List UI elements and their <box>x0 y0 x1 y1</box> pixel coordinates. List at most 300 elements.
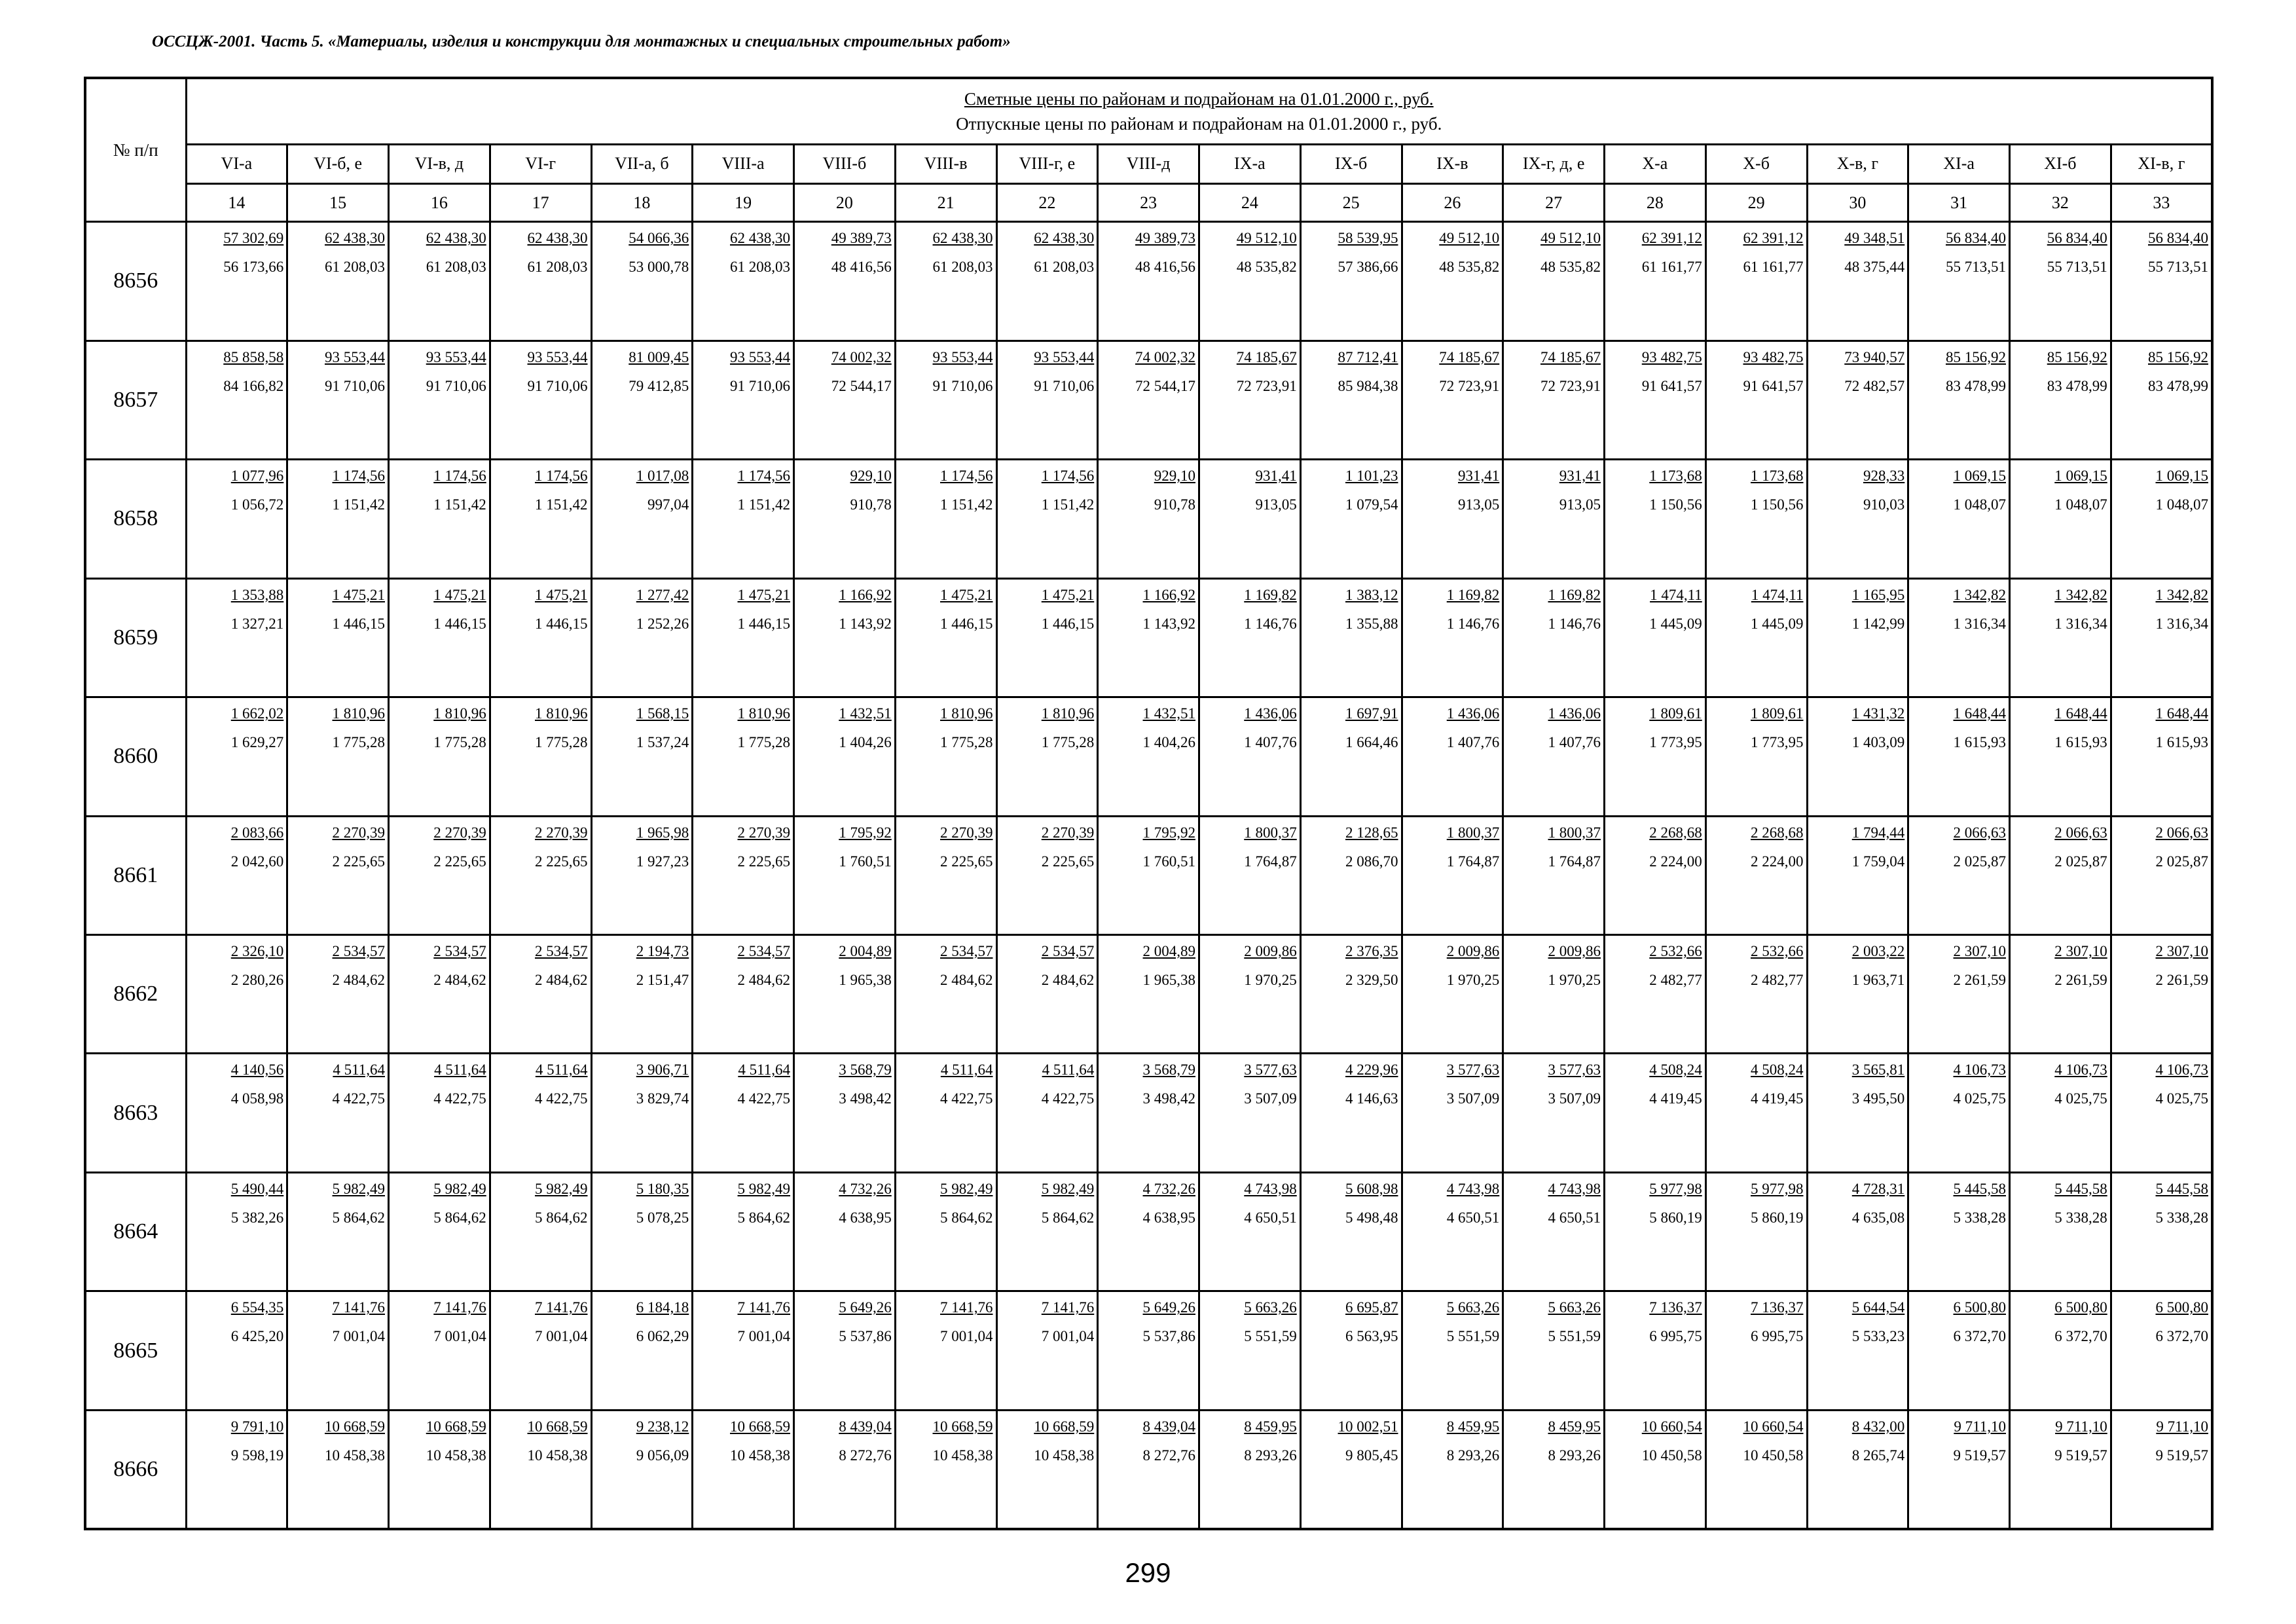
release-price: 61 161,77 <box>1641 259 1702 276</box>
column-number: 25 <box>1300 183 1402 221</box>
price-cell <box>1705 1172 1807 1291</box>
estimate-price: 1 069,15 <box>2155 468 2208 485</box>
price-cell <box>2111 1410 2212 1529</box>
price-cell <box>1705 460 1807 578</box>
price-cell <box>186 697 287 816</box>
estimate-price: 62 438,30 <box>932 230 993 247</box>
estimate-price: 3 906,71 <box>636 1061 689 1079</box>
estimate-price: 93 553,44 <box>932 348 993 365</box>
estimate-price: 56 834,40 <box>1946 230 2006 247</box>
release-price: 3 498,42 <box>1142 1090 1195 1107</box>
price-cell <box>1605 222 1706 341</box>
column-number-row <box>85 183 2212 221</box>
estimate-price: 5 644,54 <box>1851 1299 1905 1316</box>
release-price: 2 280,26 <box>230 971 284 988</box>
release-price: 2 484,62 <box>737 971 790 988</box>
release-price: 2 484,62 <box>433 971 486 988</box>
price-cell <box>2111 460 2212 578</box>
release-price: 1 773,95 <box>1649 734 1702 751</box>
price-cell <box>1605 578 1706 697</box>
release-price: 6 062,29 <box>636 1328 689 1345</box>
price-cell <box>1908 460 2010 578</box>
price-cell <box>1402 1410 1503 1529</box>
price-cell <box>996 222 1098 341</box>
release-price: 4 638,95 <box>839 1209 892 1226</box>
price-cell <box>591 222 693 341</box>
estimate-price: 1 965,98 <box>636 824 689 841</box>
price-cell <box>1098 1054 1199 1172</box>
estimate-price: 1 431,32 <box>1851 705 1905 722</box>
release-price: 4 650,51 <box>1548 1209 1601 1226</box>
estimate-price: 3 568,79 <box>839 1061 892 1079</box>
release-price: 1 404,26 <box>839 734 892 751</box>
estimate-price: 5 663,26 <box>1244 1299 1297 1316</box>
table-row <box>85 1291 2212 1410</box>
release-price: 10 450,58 <box>1641 1447 1702 1464</box>
price-cell <box>1908 1410 2010 1529</box>
price-cell <box>794 697 896 816</box>
estimate-price: 6 500,80 <box>2155 1299 2208 1316</box>
item-code: 8657 <box>85 341 186 459</box>
estimate-price: 2 004,89 <box>839 942 892 959</box>
estimate-price: 1 648,44 <box>2155 705 2208 722</box>
release-price: 1 615,93 <box>2155 734 2208 751</box>
release-price: 1 056,72 <box>230 496 284 513</box>
release-price: 2 261,59 <box>2155 971 2208 988</box>
estimate-price: 2 534,57 <box>1041 942 1095 959</box>
estimate-price: 1 800,37 <box>1244 824 1297 841</box>
estimate-price: 4 743,98 <box>1244 1180 1297 1197</box>
price-cell <box>2010 697 2111 816</box>
release-price: 1 146,76 <box>1446 615 1500 632</box>
estimate-price: 56 834,40 <box>2047 230 2107 247</box>
price-cell <box>1199 578 1301 697</box>
release-price: 1 629,27 <box>230 734 284 751</box>
release-price: 7 001,04 <box>737 1328 790 1345</box>
district-header: VIII-г, е <box>996 144 1098 183</box>
release-price: 1 963,71 <box>1851 971 1905 988</box>
release-price: 5 338,28 <box>2054 1209 2107 1226</box>
release-price: 6 995,75 <box>1751 1328 1804 1345</box>
release-price: 10 458,38 <box>426 1447 486 1464</box>
price-cell <box>1807 1054 1908 1172</box>
price-cell <box>1605 1410 1706 1529</box>
estimate-price: 1 174,56 <box>535 468 588 485</box>
release-price: 5 860,19 <box>1751 1209 1804 1226</box>
release-price: 2 225,65 <box>332 853 385 870</box>
release-price: 79 412,85 <box>629 377 689 394</box>
price-cell <box>996 816 1098 934</box>
estimate-price: 4 732,26 <box>839 1180 892 1197</box>
price-cell <box>693 341 794 459</box>
column-number: 20 <box>794 183 896 221</box>
item-code: 8666 <box>85 1410 186 1529</box>
release-price: 2 224,00 <box>1751 853 1804 870</box>
number-column-header: № п/п <box>85 78 186 222</box>
release-price: 5 537,86 <box>839 1328 892 1345</box>
item-code: 8656 <box>85 222 186 341</box>
price-cell <box>693 460 794 578</box>
estimate-price: 2 307,10 <box>2155 942 2208 959</box>
release-price: 7 001,04 <box>433 1328 486 1345</box>
estimate-price: 1 436,06 <box>1446 705 1500 722</box>
estimate-price: 2 004,89 <box>1142 942 1195 959</box>
release-price: 91 641,57 <box>1743 377 1804 394</box>
release-price: 1 151,42 <box>433 496 486 513</box>
estimate-price: 2 534,57 <box>535 942 588 959</box>
estimate-price: 6 554,35 <box>230 1299 284 1316</box>
price-cell <box>1503 578 1605 697</box>
release-price: 9 056,09 <box>636 1447 689 1464</box>
estimate-price: 8 459,95 <box>1446 1418 1500 1435</box>
estimate-price: 1 809,61 <box>1751 705 1804 722</box>
district-header: VI-в, д <box>389 144 490 183</box>
price-cell <box>794 578 896 697</box>
release-price: 5 551,59 <box>1244 1328 1297 1345</box>
release-price: 1 775,28 <box>737 734 790 751</box>
release-price: 3 829,74 <box>636 1090 689 1107</box>
item-code: 8661 <box>85 816 186 934</box>
price-cell <box>895 1054 996 1172</box>
estimate-price: 1 800,37 <box>1548 824 1601 841</box>
estimate-price: 1 173,68 <box>1649 468 1702 485</box>
price-cell <box>186 934 287 1053</box>
price-cell <box>1098 460 1199 578</box>
release-price: 6 563,95 <box>1345 1328 1398 1345</box>
estimate-price: 6 184,18 <box>636 1299 689 1316</box>
estimate-price: 2 532,66 <box>1751 942 1804 959</box>
release-price: 5 551,59 <box>1548 1328 1601 1345</box>
estimate-price: 2 270,39 <box>433 824 486 841</box>
release-price: 1 143,92 <box>1142 615 1195 632</box>
price-cell <box>1503 816 1605 934</box>
price-cell <box>1402 1054 1503 1172</box>
release-price: 4 422,75 <box>433 1090 486 1107</box>
estimate-price: 5 982,49 <box>1041 1180 1095 1197</box>
release-price: 1 048,07 <box>2054 496 2107 513</box>
release-price: 2 484,62 <box>332 971 385 988</box>
price-cell <box>1098 341 1199 459</box>
district-header: VI-б, е <box>287 144 389 183</box>
price-cell <box>186 222 287 341</box>
price-cell <box>895 816 996 934</box>
price-cell <box>186 1291 287 1410</box>
price-cell <box>490 341 591 459</box>
estimate-price: 1 432,51 <box>1142 705 1195 722</box>
price-cell <box>1807 816 1908 934</box>
estimate-price: 93 553,44 <box>730 348 790 365</box>
price-cell <box>1908 1054 2010 1172</box>
release-price: 1 446,15 <box>535 615 588 632</box>
price-cell <box>1705 341 1807 459</box>
price-cell <box>794 222 896 341</box>
estimate-price: 1 794,44 <box>1851 824 1905 841</box>
estimate-price: 93 553,44 <box>1034 348 1095 365</box>
price-cell <box>895 697 996 816</box>
estimate-price: 62 438,30 <box>730 230 790 247</box>
release-price: 2 151,47 <box>636 971 689 988</box>
estimate-price: 1 174,56 <box>1041 468 1095 485</box>
release-price: 1 151,42 <box>332 496 385 513</box>
price-cell <box>1300 1410 1402 1529</box>
estimate-price: 1 810,96 <box>737 705 790 722</box>
release-price: 1 150,56 <box>1649 496 1702 513</box>
price-cell <box>693 222 794 341</box>
item-code: 8665 <box>85 1291 186 1410</box>
estimate-price: 4 728,31 <box>1851 1180 1905 1197</box>
estimate-price: 2 066,63 <box>2054 824 2107 841</box>
estimate-price: 2 003,22 <box>1851 942 1905 959</box>
release-price: 61 208,03 <box>932 259 993 276</box>
district-header: X-в, г <box>1807 144 1908 183</box>
release-price: 61 208,03 <box>426 259 486 276</box>
estimate-price: 5 663,26 <box>1446 1299 1500 1316</box>
price-cell <box>1300 341 1402 459</box>
estimate-price: 931,41 <box>1559 468 1601 485</box>
price-cell <box>1705 697 1807 816</box>
release-price: 6 995,75 <box>1649 1328 1702 1345</box>
release-price: 5 338,28 <box>1953 1209 2006 1226</box>
price-cell <box>1503 1172 1605 1291</box>
column-number: 14 <box>186 183 287 221</box>
district-header: VII-а, б <box>591 144 693 183</box>
price-cell <box>2010 1054 2111 1172</box>
release-price: 48 535,82 <box>1540 259 1601 276</box>
release-price: 910,78 <box>850 496 892 513</box>
price-cell <box>1199 460 1301 578</box>
release-price: 61 161,77 <box>1743 259 1804 276</box>
estimate-price: 1 697,91 <box>1345 705 1398 722</box>
price-cell <box>1807 578 1908 697</box>
release-price: 1 316,34 <box>2155 615 2208 632</box>
price-cell <box>186 578 287 697</box>
estimate-price: 2 532,66 <box>1649 942 1702 959</box>
estimate-price: 85 156,92 <box>2148 348 2208 365</box>
estimate-price: 5 608,98 <box>1345 1180 1398 1197</box>
estimate-price: 74 002,32 <box>831 348 892 365</box>
release-price: 9 519,57 <box>1953 1447 2006 1464</box>
estimate-price: 85 156,92 <box>1946 348 2006 365</box>
estimate-price: 1 475,21 <box>940 586 993 603</box>
price-cell <box>490 1172 591 1291</box>
estimate-price: 1 474,11 <box>1650 586 1702 603</box>
district-header: VI-г <box>490 144 591 183</box>
estimate-price: 5 445,58 <box>2155 1180 2208 1197</box>
release-price: 5 498,48 <box>1345 1209 1398 1226</box>
item-code: 8659 <box>85 578 186 697</box>
price-cell <box>794 341 896 459</box>
release-price: 3 507,09 <box>1244 1090 1297 1107</box>
estimate-price: 1 795,92 <box>1142 824 1195 841</box>
price-cell <box>794 816 896 934</box>
release-price: 1 775,28 <box>1041 734 1095 751</box>
estimate-price: 7 136,37 <box>1649 1299 1702 1316</box>
price-cell <box>693 1054 794 1172</box>
release-price: 7 001,04 <box>1041 1328 1095 1345</box>
estimate-price: 8 459,95 <box>1548 1418 1601 1435</box>
price-cell <box>996 934 1098 1053</box>
price-cell <box>186 460 287 578</box>
price-cell <box>1402 1172 1503 1291</box>
price-cell <box>1098 1291 1199 1410</box>
release-price: 4 638,95 <box>1142 1209 1195 1226</box>
column-number: 31 <box>1908 183 2010 221</box>
column-number: 21 <box>895 183 996 221</box>
release-price: 5 382,26 <box>230 1209 284 1226</box>
release-price: 4 422,75 <box>940 1090 993 1107</box>
estimate-price: 929,10 <box>1154 468 1195 485</box>
estimate-price: 2 066,63 <box>2155 824 2208 841</box>
price-cell <box>1605 1054 1706 1172</box>
price-cell <box>1908 578 2010 697</box>
release-price: 55 713,51 <box>2148 259 2208 276</box>
estimate-price: 5 977,98 <box>1751 1180 1804 1197</box>
estimate-price: 2 268,68 <box>1751 824 1804 841</box>
price-cell <box>1705 1054 1807 1172</box>
release-price: 91 641,57 <box>1641 377 1702 394</box>
table-row <box>85 816 2212 934</box>
release-price: 5 078,25 <box>636 1209 689 1226</box>
estimate-price: 2 534,57 <box>737 942 790 959</box>
release-price: 4 635,08 <box>1851 1209 1905 1226</box>
release-price: 1 775,28 <box>332 734 385 751</box>
release-price: 1 615,93 <box>2054 734 2107 751</box>
table-row <box>85 1172 2212 1291</box>
price-cell <box>1605 816 1706 934</box>
estimate-price: 4 511,64 <box>333 1061 385 1079</box>
price-cell <box>1098 578 1199 697</box>
price-cell <box>2010 1291 2111 1410</box>
price-cell <box>794 1172 896 1291</box>
release-price: 4 419,45 <box>1649 1090 1702 1107</box>
release-price: 5 537,86 <box>1142 1328 1195 1345</box>
estimate-price: 4 229,96 <box>1345 1061 1398 1079</box>
price-cell <box>1908 934 2010 1053</box>
estimate-price: 49 512,10 <box>1439 230 1500 247</box>
release-price: 1 316,34 <box>1953 615 2006 632</box>
release-price: 1 355,88 <box>1345 615 1398 632</box>
release-price: 1 446,15 <box>433 615 486 632</box>
release-price: 61 208,03 <box>730 259 790 276</box>
estimate-price: 1 810,96 <box>1041 705 1095 722</box>
price-cell <box>1605 934 1706 1053</box>
release-price: 55 713,51 <box>1946 259 2006 276</box>
price-cell <box>1199 816 1301 934</box>
estimate-price: 1 174,56 <box>433 468 486 485</box>
price-cell <box>186 1410 287 1529</box>
price-cell <box>389 460 490 578</box>
estimate-price: 73 940,57 <box>1844 348 1905 365</box>
release-price: 1 404,26 <box>1142 734 1195 751</box>
price-cell <box>2010 222 2111 341</box>
price-cell <box>1503 1291 1605 1410</box>
price-cell <box>1503 934 1605 1053</box>
price-cell <box>389 1410 490 1529</box>
price-cell <box>287 460 389 578</box>
release-price: 1 146,76 <box>1244 615 1297 632</box>
price-cell <box>287 222 389 341</box>
estimate-price: 1 795,92 <box>839 824 892 841</box>
estimate-price: 8 459,95 <box>1244 1418 1297 1435</box>
release-price: 2 025,87 <box>2054 853 2107 870</box>
price-cell <box>287 1172 389 1291</box>
district-header: VI-а <box>186 144 287 183</box>
estimate-price: 1 169,82 <box>1244 586 1297 603</box>
estimate-price: 7 141,76 <box>1041 1299 1095 1316</box>
estimate-price: 93 553,44 <box>426 348 486 365</box>
price-cell <box>1098 1172 1199 1291</box>
release-price: 2 225,65 <box>535 853 588 870</box>
price-cell <box>895 222 996 341</box>
estimate-price: 5 649,26 <box>1142 1299 1195 1316</box>
estimate-price: 7 141,76 <box>737 1299 790 1316</box>
price-cell <box>996 1054 1098 1172</box>
district-header: XI-а <box>1908 144 2010 183</box>
estimate-price: 10 668,59 <box>527 1418 588 1435</box>
estimate-price: 1 383,12 <box>1345 586 1398 603</box>
estimate-price: 4 743,98 <box>1446 1180 1500 1197</box>
estimate-price: 1 342,82 <box>2054 586 2107 603</box>
price-cell <box>389 934 490 1053</box>
release-price: 48 375,44 <box>1844 259 1905 276</box>
release-price: 5 551,59 <box>1446 1328 1500 1345</box>
release-price: 4 650,51 <box>1446 1209 1500 1226</box>
estimate-price: 2 307,10 <box>1953 942 2006 959</box>
release-price: 5 864,62 <box>332 1209 385 1226</box>
price-cell <box>1199 1172 1301 1291</box>
release-price: 2 225,65 <box>433 853 486 870</box>
price-cell <box>1908 222 2010 341</box>
release-price: 1 151,42 <box>1041 496 1095 513</box>
estimate-price: 93 482,75 <box>1743 348 1804 365</box>
estimate-price: 57 302,69 <box>223 230 284 247</box>
release-price: 1 664,46 <box>1345 734 1398 751</box>
estimate-price: 4 511,64 <box>940 1061 993 1079</box>
item-code: 8664 <box>85 1172 186 1291</box>
release-price: 2 482,77 <box>1751 971 1804 988</box>
release-price: 4 422,75 <box>737 1090 790 1107</box>
release-price: 10 458,38 <box>325 1447 385 1464</box>
release-price: 61 208,03 <box>1034 259 1095 276</box>
release-price: 1 775,28 <box>940 734 993 751</box>
release-price: 72 544,17 <box>1135 377 1195 394</box>
estimate-price: 5 663,26 <box>1548 1299 1601 1316</box>
release-price: 5 533,23 <box>1851 1328 1905 1345</box>
estimate-price: 54 066,36 <box>629 230 689 247</box>
column-number: 22 <box>996 183 1098 221</box>
release-price: 2 261,59 <box>1953 971 2006 988</box>
release-price: 53 000,78 <box>629 259 689 276</box>
estimate-price: 9 238,12 <box>636 1418 689 1435</box>
release-price: 10 458,38 <box>932 1447 993 1464</box>
release-price: 3 507,09 <box>1548 1090 1601 1107</box>
estimate-price: 1 166,92 <box>1142 586 1195 603</box>
release-price: 1 764,87 <box>1548 853 1601 870</box>
price-cell <box>287 697 389 816</box>
estimate-price: 2 270,39 <box>535 824 588 841</box>
price-cell <box>591 697 693 816</box>
price-cell <box>1402 460 1503 578</box>
release-price: 83 478,99 <box>2148 377 2208 394</box>
release-price: 91 710,06 <box>426 377 486 394</box>
price-cell <box>1300 934 1402 1053</box>
price-cell <box>2111 934 2212 1053</box>
release-price: 2 025,87 <box>2155 853 2208 870</box>
estimate-price: 2 307,10 <box>2054 942 2107 959</box>
price-cell <box>591 341 693 459</box>
estimate-price: 2 009,86 <box>1244 942 1297 959</box>
release-price: 8 265,74 <box>1851 1447 1905 1464</box>
